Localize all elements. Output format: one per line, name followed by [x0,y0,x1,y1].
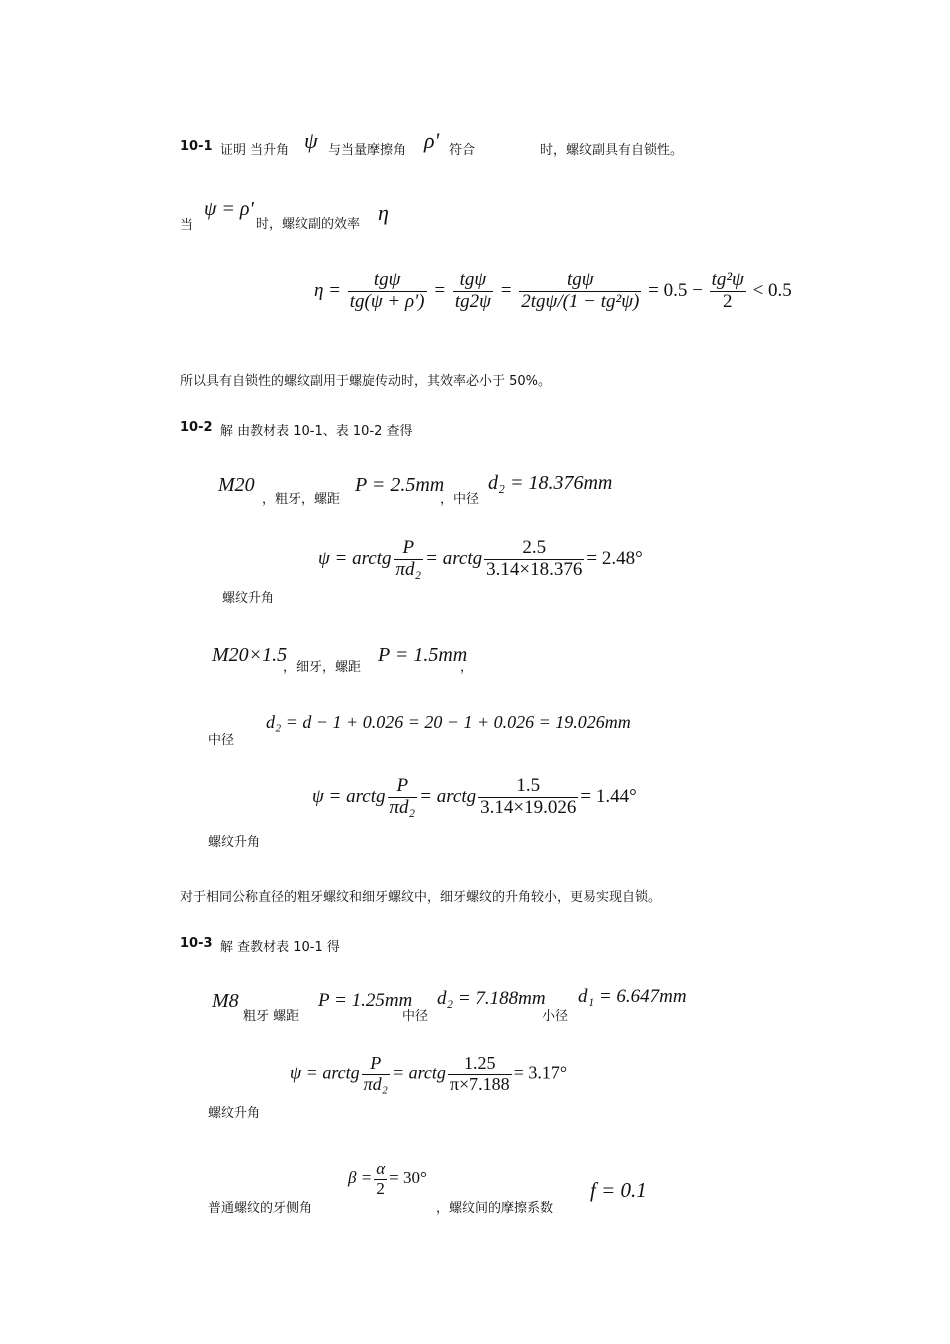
fraction: $\frac{\text{tg²ψ}}{2}$ [711,269,744,312]
rho-symbol: ρ' [424,128,440,153]
text: 当 [180,218,194,233]
text: 中径 [402,1009,429,1024]
problem-number: 10-2 [180,420,213,435]
pitch-diameter: d₂ = 18.376mm [488,472,613,494]
thread-spec: M8 [212,990,239,1012]
lead-angle-equation: ψ = arctg $\frac{P}{\text{πd₂}}$ = arctg $\frac{2.5}{3.14\times 18.376}$ = 2.48° [318,537,643,580]
text: 与当量摩擦角 [328,143,407,158]
text: 小径 [542,1009,569,1024]
label: 中径 [208,733,235,748]
text: 时，螺纹副具有自锁性。 [540,143,684,158]
text: ，螺纹间的摩擦系数 [436,1201,554,1216]
pitch-diameter: d₂ = 7.188mm [437,988,546,1009]
conclusion-10-2: 对于相同公称直径的粗牙螺纹和细牙螺纹中，细牙螺纹的升角较小，更易实现自锁。 [180,890,662,905]
text: ， [460,660,474,675]
fraction: $\frac{\text{tgψ}}{\text{2tgψ/(1 − tg²ψ)}}$ [521,269,640,312]
thread-spec: M20 [218,474,255,496]
text: 粗牙 螺距 [243,1009,300,1024]
eta-symbol: η [378,200,389,225]
condition-formula: ψ = ρ' [204,198,254,220]
pitch-diameter-equation: d₂ = d − 1 + 0.026 = 20 − 1 + 0.026 = 19.026mm [266,712,631,732]
lead-angle-equation: ψ = arctg $\frac{P}{\text{πd₂}}$ = arctg $\frac{1.5}{3.14\times 19.026}$ = 1.44° [312,775,637,818]
fraction: $\frac{\text{tgψ}}{tg(\psi + \rho')}$ [349,269,425,312]
label: 螺纹升角 [222,591,275,606]
text: 时，螺纹副的效率 [256,217,361,232]
minor-diameter: d₁ = 6.647mm [578,986,687,1007]
pitch: P = 1.5mm [378,644,468,666]
text: ，细牙，螺距 [283,660,362,675]
eta-lhs: η = [314,279,341,301]
label: 螺纹升角 [208,1106,261,1121]
efficiency-equation: η = $\frac{\text{tgψ}}{tg(\psi + \rho')}$ = $\frac{\text{tgψ}}{tg2\psi}$ = $\frac{\text{tgψ}}{\text{2tgψ/(1 − tg²ψ)}}$ = 0.5 − $\frac{\text{tg²ψ}}{2}$ < 0.5 [314,269,792,312]
label: 普通螺纹的牙侧角 [208,1201,313,1216]
psi-symbol: ψ [304,128,318,153]
text: 解 由教材表 10-1、表 10-2 查得 [220,424,413,439]
thread-spec: M20×1.5 [212,644,288,666]
pitch: P = 1.25mm [318,990,413,1011]
problem-number: 10-1 [180,139,213,154]
fraction: $\frac{\text{tgψ}}{tg2\psi}$ [454,269,491,312]
conclusion-10-1: 所以具有自锁性的螺纹副用于螺旋传动时，其效率必小于 50%。 [180,374,552,389]
pitch: P = 2.5mm [355,474,445,496]
label: 螺纹升角 [208,835,261,850]
text: ，粗牙，螺距 [262,492,341,507]
text: 解 查教材表 10-1 得 [220,940,340,955]
text: 证明 当升角 [220,143,290,158]
friction-coefficient: f = 0.1 [590,1178,647,1202]
flank-angle-equation: β = $\frac{\alpha}{2}$ = 30° [348,1159,427,1198]
lead-angle-equation: ψ = arctg $\frac{P}{\text{πd₂}}$ = arctg $\frac{1.25}{\pi\times 7.188}$ = 3.17° [290,1053,568,1094]
text: ，中径 [440,492,480,507]
text: 符合 [449,143,476,158]
problem-number: 10-3 [180,936,213,951]
